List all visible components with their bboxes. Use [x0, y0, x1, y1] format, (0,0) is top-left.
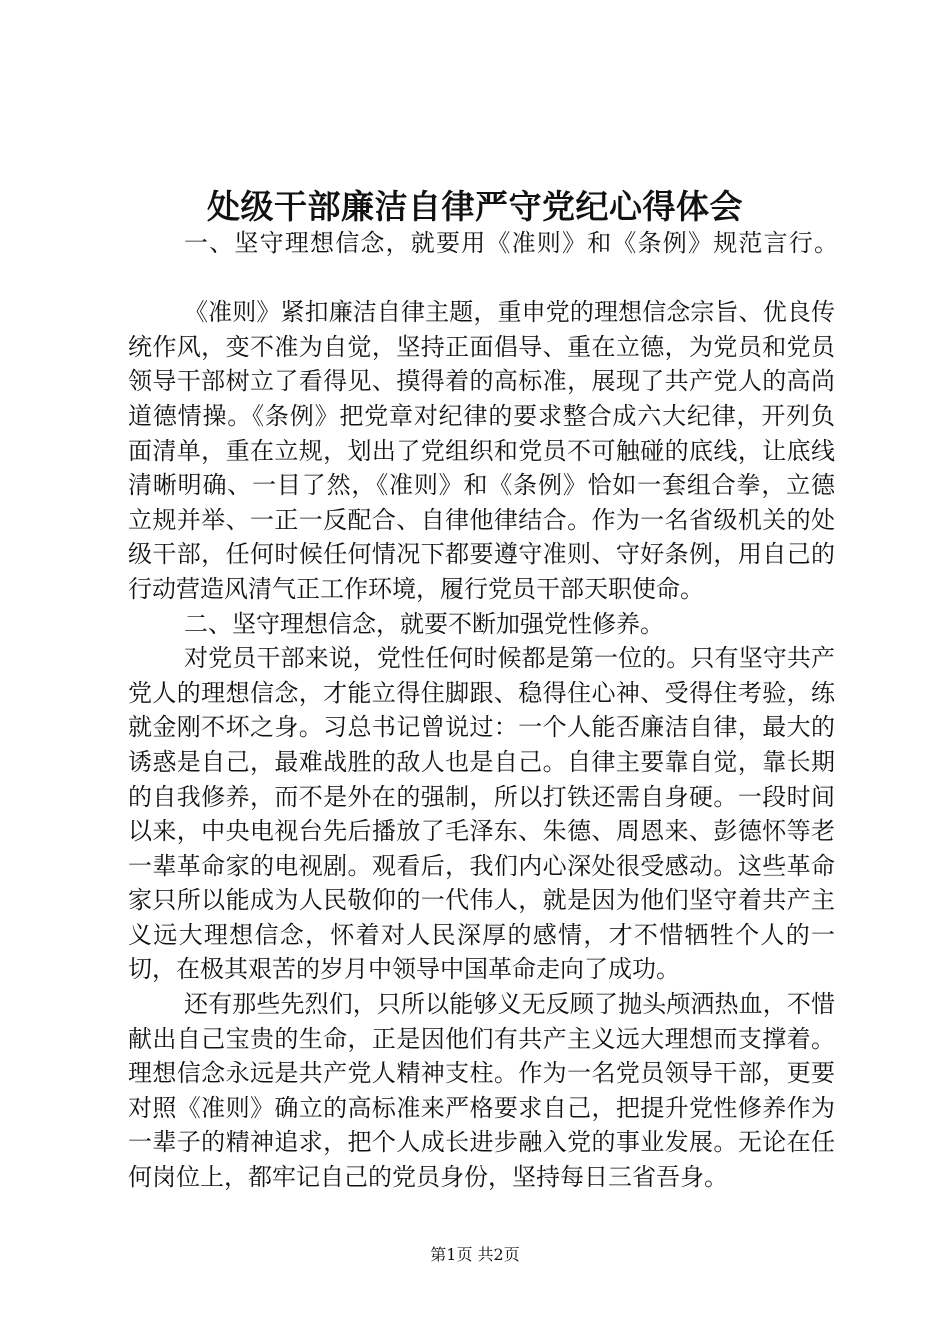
- page-footer: 第1页 共2页: [430, 1245, 520, 1264]
- paragraph-3: 还有那些先烈们，只所以能够义无反顾了抛头颅洒热血，不惜献出自己宝贵的生命，正是因他们有共产主义远大理想而支撑着。理想信念永远是共产党人精神支柱。作为一名党员领导干部，更要对照《准则》确立的高标准来严格要求自己，把提升党性修养作为一辈子的精神追求，把个人成长进步融入党的事业发展。无论在任何岗位上，都牢记自己的党员身份，坚持每日三省吾身。: [128, 990, 835, 1192]
- paragraph-2: 对党员干部来说，党性任何时候都是第一位的。只有坚守共产党人的理想信念，才能立得住脚跟、稳得住心神、受得住考验，练就金刚不坏之身。习总书记曾说过：一个人能否廉洁自律，最大的诱惑是自己，最难战胜的敌人也是自己。自律主要靠自觉，靠长期的自我修养，而不是外在的强制，所以打铁还需自身硬。一段时间以来，中央电视台先后播放了毛泽东、朱德、周恩来、彭德怀等老一辈革命家的电视剧。观看后，我们内心深处很受感动。这些革命家只所以能成为人民敬仰的一代伟人，就是因为他们坚守着共产主义远大理想信念，怀着对人民深厚的感情，才不惜牺牲个人的一切，在极其艰苦的岁月中领导中国革命走向了成功。: [128, 644, 835, 984]
- document-title: 处级干部廉洁自律严守党纪心得体会: [207, 187, 743, 226]
- section-heading-1: 一、坚守理想信念，就要用《准则》和《条例》规范言行。: [184, 229, 840, 257]
- paragraph-1: 《准则》紧扣廉洁自律主题，重申党的理想信念宗旨、优良传统作风，变不准为自觉，坚持正面倡导、重在立德，为党员和党员领导干部树立了看得见、摸得着的高标准，展现了共产党人的高尚道德情操。《条例》把党章对纪律的要求整合成六大纪律，开列负面清单，重在立规，划出了党组织和党员不可触碰的底线，让底线清晰明确、一目了然，《准则》和《条例》恰如一套组合拳，立德立规并举、一正一反配合、自律他律结合。作为一名省级机关的处级干部，任何时候任何情况下都要遵守准则、守好条例，用自己的行动营造风清气正工作环境，履行党员干部天职使命。: [128, 298, 835, 603]
- section-heading-2: 二、坚守理想信念，就要不断加强党性修养。: [184, 609, 664, 638]
- document-body: [128, 226, 840, 1195]
